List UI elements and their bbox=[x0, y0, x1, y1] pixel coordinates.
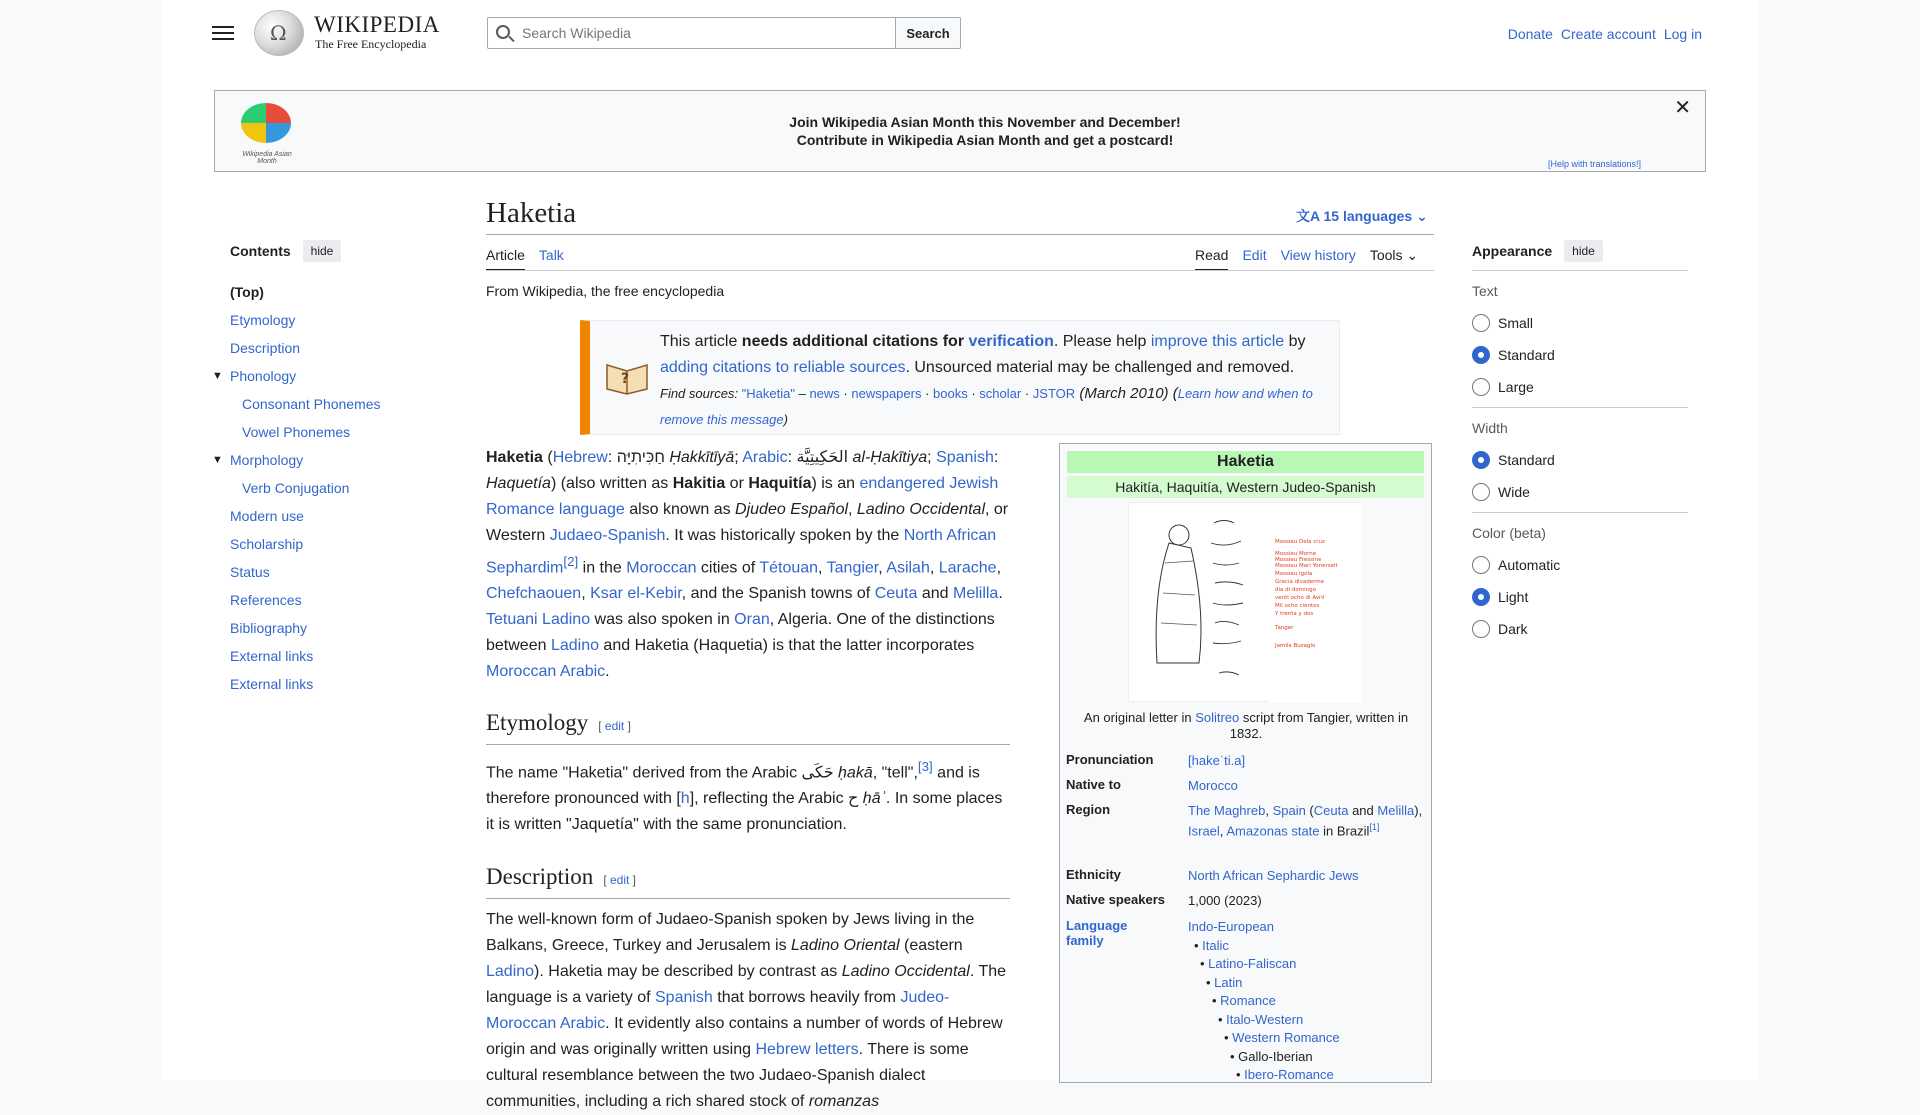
help-translations-link[interactable]: [Help with translations!] bbox=[1547, 159, 1641, 169]
radio-icon[interactable] bbox=[1472, 483, 1490, 501]
scholar-link[interactable]: scholar bbox=[979, 386, 1022, 401]
asian-month-logo bbox=[241, 103, 291, 143]
radio-selected-icon[interactable] bbox=[1472, 588, 1490, 606]
chevron-down-icon: ⌄ bbox=[1416, 208, 1428, 224]
tab-view-history[interactable]: View history bbox=[1280, 247, 1356, 263]
site-subtitle: From Wikipedia, the free encyclopedia bbox=[486, 283, 725, 299]
appearance-divider bbox=[1472, 512, 1688, 513]
hebrew-link[interactable]: Hebrew bbox=[552, 449, 608, 466]
notice-date: (March 2010) ( bbox=[1075, 385, 1178, 402]
jstor-link[interactable]: JSTOR bbox=[1032, 386, 1076, 401]
banner-message[interactable] bbox=[715, 113, 1255, 149]
etymology-heading: Etymology [ edit ] bbox=[486, 710, 631, 735]
family-latin[interactable]: Latin bbox=[1214, 974, 1243, 990]
wikipedia-wordmark[interactable]: WIKIPEDIA bbox=[314, 12, 440, 37]
wikipedia-tagline: The Free Encyclopedia bbox=[315, 37, 427, 51]
svg-text:Tanger: Tanger bbox=[1275, 625, 1294, 631]
ceuta-link[interactable]: Ceuta bbox=[874, 585, 918, 603]
speakers-value: 1,000 (2023) bbox=[1188, 893, 1262, 908]
option-label[interactable]: Small bbox=[1498, 315, 1534, 331]
language-button[interactable] bbox=[1296, 206, 1428, 226]
notice-text bbox=[660, 329, 1330, 381]
find-sources-label: Find sources: bbox=[660, 386, 742, 401]
family-gallo-iberian: Gallo-Iberian bbox=[1238, 1048, 1313, 1064]
toc-item-external-links-2[interactable]: External links bbox=[230, 676, 314, 692]
ethnicity-link[interactable]: North African Sephardic Jews bbox=[1188, 868, 1359, 883]
judeo-spanish-link[interactable]: Judaeo-Spanish bbox=[549, 527, 666, 544]
search-button[interactable]: Search bbox=[895, 17, 961, 49]
notice-t6: by bbox=[1284, 333, 1306, 350]
tetuani-ladino-link[interactable]: Tetuani Ladino bbox=[486, 611, 591, 629]
row-label: Native speakers bbox=[1066, 892, 1166, 907]
tabs-divider bbox=[486, 270, 1434, 271]
main-menu-icon[interactable] bbox=[212, 22, 234, 42]
tab-talk[interactable]: Talk bbox=[538, 247, 564, 263]
tab-read[interactable]: Read bbox=[1195, 247, 1228, 271]
text-size-large[interactable] bbox=[1472, 371, 1688, 403]
toc-item-verb-conjugation[interactable]: Verb Conjugation bbox=[242, 480, 350, 496]
svg-text:Mossieu Mari Yonerselt: Mossieu Mari Yonerselt bbox=[1275, 563, 1338, 569]
etymology-paragraph: The name "Haketia" derived from the Arabic حَكَى ḥakā, "tell",[3] and is therefore pronounced with [h], reflecting the Arabic ح ḥāʾ. In some places it is written "Jaquetía" with the same pronunciation. bbox=[486, 759, 1003, 834]
tetouan-link[interactable]: Tétouan bbox=[759, 559, 819, 577]
toc-item-consonant-phonemes[interactable]: Consonant Phonemes bbox=[242, 396, 381, 412]
family-latino-faliscan[interactable]: Latino-Faliscan bbox=[1208, 956, 1297, 971]
width-label: Width bbox=[1472, 420, 1508, 436]
page bbox=[162, 0, 1758, 1110]
ref-2[interactable]: [2] bbox=[563, 554, 579, 569]
option-label[interactable]: Automatic bbox=[1498, 557, 1561, 573]
description-heading: Description [ edit ] bbox=[486, 864, 637, 889]
toc-item-description[interactable]: Description bbox=[230, 340, 301, 356]
maghreb-link[interactable]: The Maghreb bbox=[1188, 803, 1266, 818]
row-label: Native to bbox=[1066, 777, 1121, 792]
book-question-icon bbox=[604, 357, 650, 395]
adding-citations-link[interactable]: adding citations to reliable sources bbox=[660, 359, 906, 376]
svg-text:dia di domingo: dia di domingo bbox=[1275, 587, 1316, 593]
lead-paragraph: Haketia (Hebrew: חַכִּיתִיָּה Ḥakkītīyā; Arabic: الحَكِيتِيَّة al-Ḥakītiya; Spanish: Haquetía) (also written as Hakitia or Haquitía) is an endangered Jewish Romance language also known as Djudeo Español, Ladino Occidental, or Western Judaeo-Spanish. It was historically spoken by the North African Sephardim[2] in the Moroccan cities of Tétouan, Tangier, Asilah, Larache, Chefchaouen, Ksar el-Kebir, and the Spanish towns of Ceuta and Melilla. Tetuani Ladino was also spoken in Oran, Algeria. One of the distinctions between Ladino and Haketia (Haquetia) is that the latter incorporates Moroccan Arabic. bbox=[486, 449, 1009, 681]
svg-text:Mossieu Dela cruz: Mossieu Dela cruz bbox=[1275, 539, 1325, 545]
solitreo-letter-image[interactable] bbox=[1128, 502, 1360, 702]
news-link[interactable]: news bbox=[809, 386, 840, 401]
svg-text:Jamila Buzaglo: Jamila Buzaglo bbox=[1275, 643, 1316, 649]
ref-1[interactable]: [1] bbox=[1369, 822, 1380, 832]
israel-link[interactable]: Israel bbox=[1188, 823, 1220, 839]
appearance-hide-button[interactable]: hide bbox=[1564, 240, 1603, 262]
create-account-link[interactable]: Create account bbox=[1560, 26, 1656, 42]
infobox-title: Haketia bbox=[1067, 451, 1424, 473]
banner-line-2[interactable]: Contribute in Wikipedia Asian Month and get a postcard! bbox=[796, 132, 1174, 148]
search-icon bbox=[496, 25, 510, 39]
page-title: Haketia bbox=[486, 197, 577, 229]
log-in-link[interactable]: Log in bbox=[1663, 26, 1702, 42]
family-romance[interactable]: Romance bbox=[1220, 993, 1276, 1008]
donate-link[interactable]: Donate bbox=[1507, 26, 1553, 42]
notice-t2: needs additional citations for bbox=[741, 333, 969, 350]
toc-item-label[interactable]: Phonology bbox=[230, 368, 297, 384]
judeo-moroccan-arabic-link[interactable]: Judeo-Moroccan Arabic bbox=[486, 989, 950, 1032]
tab-article[interactable]: Article bbox=[486, 247, 525, 271]
color-light[interactable] bbox=[1472, 581, 1688, 613]
svg-text:Mossieu Igola: Mossieu Igola bbox=[1275, 571, 1313, 577]
pronunciation-link[interactable]: [hakeˈti.a] bbox=[1188, 753, 1246, 768]
width-standard[interactable] bbox=[1472, 444, 1688, 476]
learn-remove-link[interactable]: Learn how and when to remove this message bbox=[660, 386, 1313, 427]
arabic-link[interactable]: Arabic bbox=[742, 449, 788, 466]
tangier-link[interactable]: Tangier bbox=[826, 559, 879, 577]
tab-edit[interactable]: Edit bbox=[1242, 247, 1267, 263]
description-heading-text: Description bbox=[486, 864, 594, 889]
h-ipa-link[interactable]: h bbox=[680, 790, 690, 808]
toc-item-label[interactable]: Morphology bbox=[230, 452, 304, 468]
tools-label[interactable]: Tools bbox=[1369, 247, 1403, 263]
radio-selected-icon[interactable] bbox=[1472, 346, 1490, 364]
color-automatic[interactable] bbox=[1472, 549, 1688, 581]
ksar-el-kebir-link[interactable]: Ksar el-Kebir bbox=[590, 585, 682, 603]
appearance-title: Appearance bbox=[1472, 243, 1553, 259]
language-count[interactable]: 15 languages bbox=[1323, 208, 1413, 224]
table-of-contents bbox=[212, 240, 460, 698]
row-label: Ethnicity bbox=[1066, 867, 1121, 882]
option-label[interactable]: Dark bbox=[1498, 621, 1528, 637]
books-link[interactable]: books bbox=[933, 386, 968, 401]
infobox-subtitle: Hakitía, Haquitía, Western Judeo-Spanish bbox=[1067, 476, 1424, 498]
morocco-link[interactable]: Morocco bbox=[1188, 778, 1238, 793]
melilla-link[interactable]: Melilla bbox=[952, 585, 999, 603]
find-query-link[interactable]: "Haketia" bbox=[741, 386, 795, 401]
family-indo-european[interactable]: Indo-European bbox=[1188, 919, 1275, 934]
family-italo-western[interactable]: Italo-Western bbox=[1226, 1011, 1304, 1027]
toc-item-modern-use[interactable]: Modern use bbox=[230, 508, 304, 524]
family-italic[interactable]: Italic bbox=[1202, 937, 1229, 953]
view-tabs bbox=[1195, 247, 1418, 271]
site-notice-banner bbox=[214, 90, 1706, 172]
family-ibero-romance[interactable]: Ibero-Romance bbox=[1244, 1067, 1334, 1082]
svg-text:?: ? bbox=[621, 371, 630, 387]
user-links bbox=[1508, 26, 1702, 42]
toc-item-phonology[interactable] bbox=[212, 362, 460, 390]
citation-needed-notice bbox=[580, 320, 1340, 435]
melilla-link-2[interactable]: Melilla bbox=[1377, 803, 1415, 818]
appearance-divider bbox=[1472, 270, 1688, 271]
option-label[interactable]: Light bbox=[1498, 589, 1529, 605]
toc-item-external-links[interactable]: External links bbox=[230, 648, 314, 664]
region-value: The Maghreb, Spain (Ceuta and Melilla), Israel, Amazonas state in Brazil[1] bbox=[1188, 803, 1423, 839]
toc-hide-button[interactable]: hide bbox=[303, 240, 342, 262]
larache-link[interactable]: Larache bbox=[938, 559, 997, 577]
find-dash: – bbox=[794, 386, 810, 401]
title-divider bbox=[486, 234, 1434, 235]
radio-icon[interactable] bbox=[1472, 556, 1490, 574]
language-family-link[interactable]: Language family bbox=[1066, 918, 1128, 948]
asilah-link[interactable]: Asilah bbox=[886, 559, 930, 577]
solitreo-link[interactable]: Solitreo bbox=[1195, 710, 1240, 725]
svg-text:Mossieu Fressine: Mossieu Fressine bbox=[1275, 557, 1322, 563]
radio-icon[interactable] bbox=[1472, 314, 1490, 332]
toc-title: Contents bbox=[230, 243, 291, 259]
namespace-tabs bbox=[486, 247, 564, 271]
option-label[interactable]: Wide bbox=[1498, 484, 1530, 500]
moroccan-arabic-link[interactable]: Moroccan Arabic bbox=[486, 663, 606, 681]
row-label: Pronunciation bbox=[1066, 752, 1154, 767]
toc-item-scholarship[interactable]: Scholarship bbox=[230, 536, 304, 552]
infobox-caption bbox=[1070, 710, 1422, 742]
tools-menu[interactable] bbox=[1370, 247, 1418, 271]
wikipedia-globe-logo[interactable] bbox=[254, 10, 304, 56]
improve-article-link[interactable]: improve this article bbox=[1150, 333, 1285, 350]
amazonas-link[interactable]: Amazonas state bbox=[1226, 823, 1320, 839]
spanish-link[interactable]: Spanish bbox=[936, 449, 994, 466]
notice-t1: This article bbox=[660, 333, 742, 350]
toc-item-vowel-phonemes[interactable]: Vowel Phonemes bbox=[242, 424, 351, 440]
banner-line-1[interactable]: Join Wikipedia Asian Month this November and December! bbox=[789, 114, 1181, 130]
ceuta-link-2[interactable]: Ceuta bbox=[1313, 803, 1349, 818]
text-size-small[interactable] bbox=[1472, 307, 1688, 339]
moroccan-link[interactable]: Moroccan bbox=[626, 559, 697, 577]
translate-icon: 文A bbox=[1296, 208, 1324, 224]
color-dark[interactable] bbox=[1472, 613, 1688, 645]
chevron-down-icon[interactable]: ▼ bbox=[212, 454, 223, 466]
toc-item-etymology[interactable]: Etymology bbox=[230, 312, 296, 328]
search-form bbox=[487, 17, 961, 49]
toc-item-top[interactable]: (Top) bbox=[230, 284, 264, 300]
description-paragraph: The well-known form of Judaeo-Spanish spoken by Jews living in the Balkans, Greece, Turkey and Jerusalem is Ladino Oriental (eastern Ladino). Haketia may be described by contrast as Ladino Occidental. The language is a variety of Spanish that borrows heavily from Judeo-Moroccan Arabic. It evidently also contains a number of words of Hebrew origin and was originally written using Hebrew letters. There is some cultural resemblance between the two Judaeo-Spanish dialect communities, including a rich shared stock of romanzas bbox=[486, 911, 1007, 1110]
option-label[interactable]: Standard bbox=[1498, 347, 1555, 363]
toc-item-morphology[interactable] bbox=[212, 446, 460, 474]
chevron-down-icon: ⌄ bbox=[1406, 247, 1419, 263]
edit-description-link[interactable]: edit bbox=[609, 873, 630, 887]
svg-text:Mossieu Morne: Mossieu Morne bbox=[1275, 551, 1317, 557]
chevron-down-icon[interactable]: ▼ bbox=[212, 370, 223, 382]
close-icon[interactable]: ✕ bbox=[1674, 97, 1691, 119]
oran-link[interactable]: Oran bbox=[734, 611, 770, 629]
radio-selected-icon[interactable] bbox=[1472, 451, 1490, 469]
svg-text:venti ocho di Avril: venti ocho di Avril bbox=[1275, 595, 1325, 601]
letter-illustration bbox=[1129, 503, 1361, 703]
language-infobox bbox=[1059, 443, 1432, 1083]
svg-text:Gracia divaderme: Gracia divaderme bbox=[1275, 579, 1324, 585]
ladino-link-2[interactable]: Ladino bbox=[486, 963, 535, 980]
appearance-panel bbox=[1472, 240, 1688, 645]
text-size-standard[interactable] bbox=[1472, 339, 1688, 371]
toc-item-bibliography[interactable]: Bibliography bbox=[230, 620, 308, 636]
text-size-label: Text bbox=[1472, 283, 1498, 299]
notice-close-paren: ) bbox=[783, 412, 788, 427]
ref-3[interactable]: [3] bbox=[917, 759, 933, 774]
option-label[interactable]: Large bbox=[1498, 379, 1534, 395]
asian-month-logo-caption: Wikipedia Asian Month bbox=[242, 151, 292, 165]
option-label[interactable]: Standard bbox=[1498, 452, 1555, 468]
radio-icon[interactable] bbox=[1472, 378, 1490, 396]
family-tree: Indo-European • Italic • Latino-Faliscan • Latin • Romance • Italo-Western • Western Romance • Gallo-Iberian • Ibero-Romance bbox=[1188, 919, 1340, 1082]
notice-t4: . Please help bbox=[1053, 333, 1151, 350]
row-label: Region bbox=[1066, 802, 1111, 817]
endangered-language-link[interactable]: endangered Jewish Romance language bbox=[486, 475, 999, 518]
find-sources: Find sources: "Haketia" – news · newspapers · books · scholar · JSTOR (March 2010) (Learn how and when to remove this message) bbox=[660, 385, 1313, 427]
search-input[interactable] bbox=[520, 23, 880, 43]
svg-text:Y trenta y dos: Y trenta y dos bbox=[1275, 611, 1314, 617]
verification-link[interactable]: verification bbox=[968, 333, 1054, 350]
etymology-heading-text: Etymology bbox=[486, 710, 589, 735]
radio-icon[interactable] bbox=[1472, 620, 1490, 638]
newspapers-link[interactable]: newspapers bbox=[851, 386, 922, 401]
etymology-divider bbox=[486, 744, 1010, 745]
spain-link[interactable]: Spain bbox=[1272, 803, 1306, 818]
edit-etymology-link[interactable]: edit bbox=[604, 719, 625, 733]
spanish-link-2[interactable]: Spanish bbox=[655, 989, 713, 1006]
appearance-divider bbox=[1472, 407, 1688, 408]
description-divider bbox=[486, 898, 1010, 899]
toc-item-status[interactable]: Status bbox=[230, 564, 270, 580]
family-western-romance[interactable]: Western Romance bbox=[1232, 1030, 1340, 1045]
ladino-link[interactable]: Ladino bbox=[550, 637, 599, 655]
caption-b: script from Tangier, written in 1832. bbox=[1229, 710, 1409, 741]
toc-item-references[interactable]: References bbox=[230, 592, 302, 608]
svg-text:Mil ocho cientos: Mil ocho cientos bbox=[1275, 603, 1320, 609]
chefchaouen-link[interactable]: Chefchaouen bbox=[486, 585, 582, 603]
notice-t8: . Unsourced material may be challenged and removed. bbox=[905, 359, 1295, 376]
color-label: Color (beta) bbox=[1472, 525, 1546, 541]
hebrew-letters-link[interactable]: Hebrew letters bbox=[755, 1041, 859, 1058]
width-wide[interactable] bbox=[1472, 476, 1688, 508]
caption-a: An original letter in bbox=[1083, 710, 1196, 725]
north-african-sephardim-link[interactable]: North African Sephardim bbox=[486, 527, 997, 577]
